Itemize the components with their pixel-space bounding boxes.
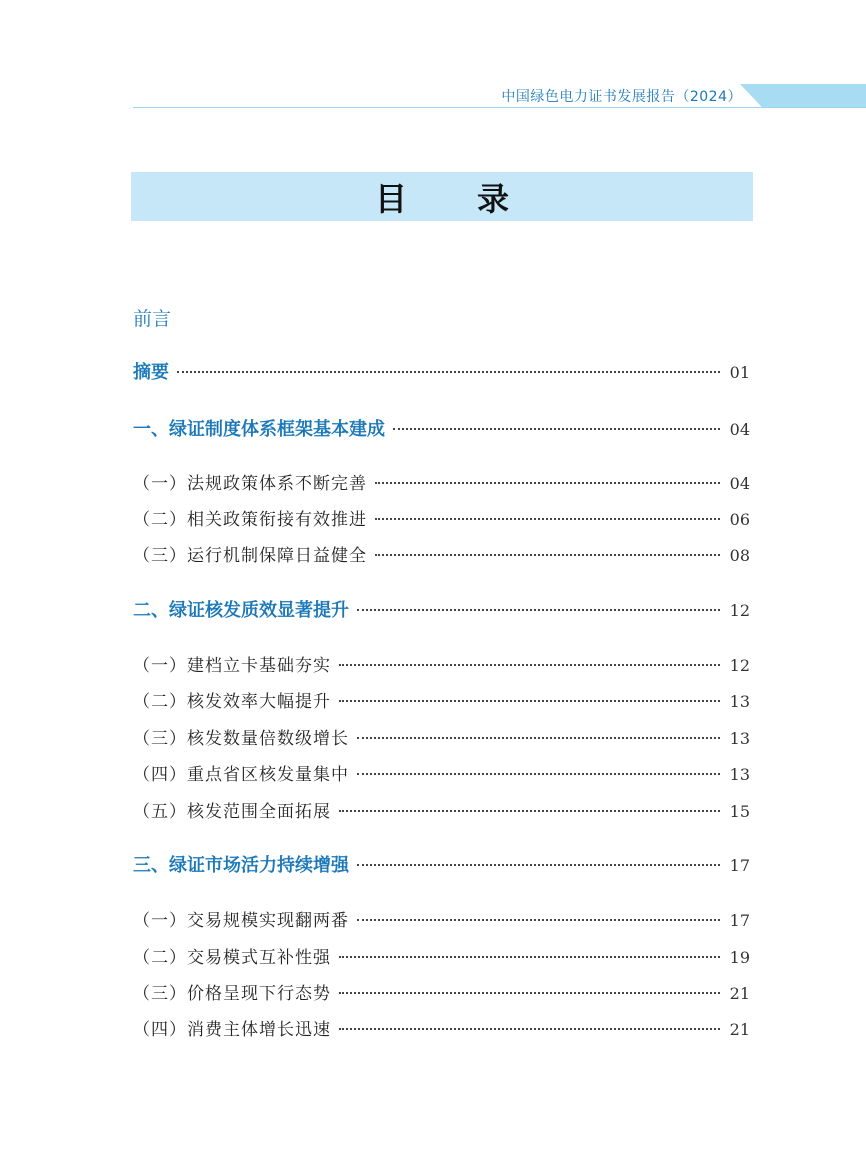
toc-leader-dots <box>393 428 720 430</box>
toc-leader-dots <box>339 956 720 958</box>
toc-leader-dots <box>357 737 720 739</box>
toc-leader-dots <box>375 554 720 556</box>
toc-entry-label: （二）相关政策衔接有效推进 <box>133 510 367 530</box>
toc-entry-label: （一）法规政策体系不断完善 <box>133 474 367 494</box>
toc-entry-page: 12 <box>729 656 750 675</box>
toc-entry-label: （三）运行机制保障日益健全 <box>133 546 367 566</box>
toc-entry-chapter-3[interactable] <box>133 851 750 877</box>
toc-entry-label: 二、绿证核发质效显著提升 <box>133 600 349 621</box>
toc-leader-dots <box>357 864 720 866</box>
toc-entry-page: 15 <box>729 802 750 821</box>
toc-title: 目录 <box>374 179 579 218</box>
toc-entry-preface[interactable]: 前言 <box>133 308 172 330</box>
toc-entry-section[interactable] <box>133 760 750 785</box>
toc-entry-label: （一）建档立卡基础夯实 <box>133 656 331 676</box>
toc-entry-label: （四）消费主体增长迅速 <box>133 1020 331 1040</box>
toc-entry-page: 21 <box>729 984 750 1003</box>
toc-leader-dots <box>339 664 720 666</box>
report-header-title: 中国绿色电力证书发展报告（2024） <box>501 89 742 105</box>
toc-entry-page: 04 <box>729 420 750 439</box>
toc-entry-section[interactable] <box>133 505 750 530</box>
toc-entry-page: 13 <box>729 692 750 711</box>
toc-entry-page: 13 <box>729 729 750 748</box>
toc-entry-label: （五）核发范围全面拓展 <box>133 802 331 822</box>
toc-entry-chapter-1[interactable] <box>133 415 750 441</box>
toc-entry-label: （二）核发效率大幅提升 <box>133 692 331 712</box>
toc-entry-section[interactable] <box>133 1015 750 1040</box>
toc-entry-section[interactable] <box>133 979 750 1004</box>
toc-entry-page: 17 <box>729 856 750 875</box>
toc-entry-label: （一）交易规模实现翻两番 <box>133 911 349 931</box>
toc-entry-section[interactable] <box>133 687 750 712</box>
header-divider <box>133 107 866 108</box>
toc-leader-dots <box>375 518 720 520</box>
toc-entry-section[interactable] <box>133 724 750 749</box>
toc-entry-page: 04 <box>729 474 750 493</box>
toc-entry-label: 一、绿证制度体系框架基本建成 <box>133 419 385 440</box>
toc-leader-dots <box>375 482 720 484</box>
toc-leader-dots <box>357 773 720 775</box>
header-tab-decoration <box>740 84 866 108</box>
toc-entry-page: 19 <box>729 948 750 967</box>
toc-entry-page: 21 <box>729 1020 750 1039</box>
toc-entry-section[interactable] <box>133 797 750 822</box>
toc-leader-dots <box>357 919 720 921</box>
toc-entry-page: 06 <box>729 510 750 529</box>
toc-entry-label: （三）价格呈现下行态势 <box>133 984 331 1004</box>
toc-entry-section[interactable] <box>133 651 750 676</box>
toc-entry-chapter-2[interactable] <box>133 596 750 622</box>
toc-leader-dots <box>339 1028 720 1030</box>
toc-leader-dots <box>177 371 720 373</box>
toc-entry-section[interactable] <box>133 541 750 566</box>
toc-entry-page: 08 <box>729 546 750 565</box>
toc-entry-page: 17 <box>729 911 750 930</box>
toc-entry-label: 摘要 <box>133 362 169 383</box>
toc-entry-label: （二）交易模式互补性强 <box>133 948 331 968</box>
toc-entry-label: （三）核发数量倍数级增长 <box>133 729 349 749</box>
toc-leader-dots <box>339 992 720 994</box>
toc-entry-label: （四）重点省区核发量集中 <box>133 765 349 785</box>
toc-entry-summary[interactable] <box>133 358 750 384</box>
toc-entry-section[interactable] <box>133 943 750 968</box>
toc-banner <box>131 172 753 221</box>
toc-entry-page: 01 <box>729 363 750 382</box>
toc-entry-section[interactable] <box>133 469 750 494</box>
toc-leader-dots <box>339 810 720 812</box>
toc-leader-dots <box>357 609 720 611</box>
toc-entry-label: 三、绿证市场活力持续增强 <box>133 855 349 876</box>
toc-leader-dots <box>339 700 720 702</box>
toc-entry-page: 13 <box>729 765 750 784</box>
toc-entry-page: 12 <box>729 601 750 620</box>
toc-entry-section[interactable] <box>133 906 750 931</box>
